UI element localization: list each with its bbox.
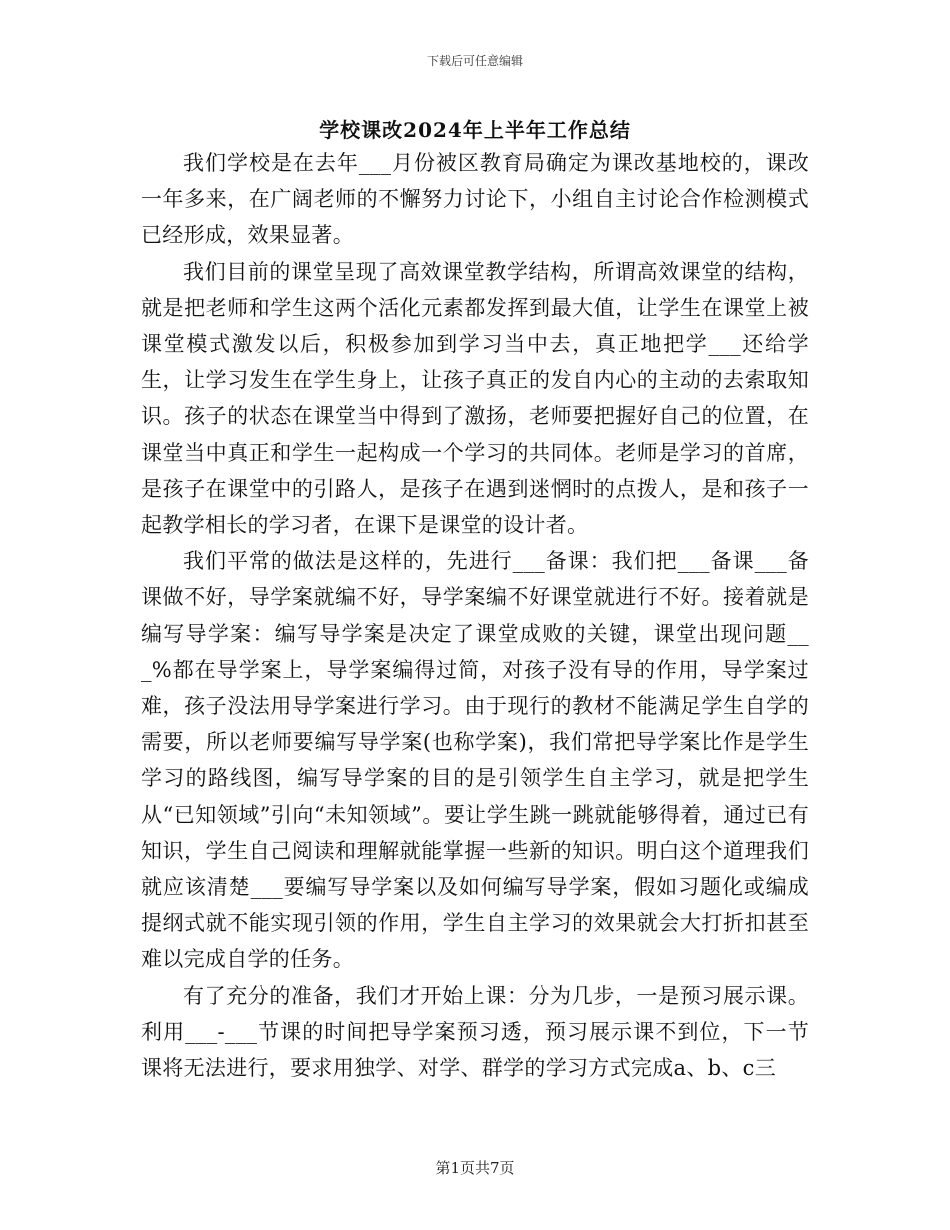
- paragraph-1: 我们学校是在去年___月份被区教育局确定为课改基地校的，课改一年多来，在广阔老师的不懈努力讨论下，小组自主讨论合作检测模式已经形成，效果显著。: [141, 151, 809, 248]
- document-body: [141, 145, 809, 1086]
- paragraph-3: 我们平常的做法是这样的，先进行___备课：我们把___备课___备课做不好，导学案就编不好，导学案编不好课堂就进行不好。接着就是编写导学案：编写导学案是决定了课堂成败的关键，课堂出现问题___%都在导学案上，导学案编得过简，对孩子没有导的作用，导学案过难，孩子没法用导学案进行学习。由于现行的教材不能满足学生自学的需要，所以老师要编写导学案(也称学案)，我们常把导学案比作是学生学习的路线图，编写导学案的目的是引领学生自主学习，就是把学生从“已知领域”引向“未知领域”。要让学生跳一跳就能够得着，通过已有知识，学生自己阅读和理解就能掌握一些新的知识。明白这个道理我们就应该清楚___要编写导学案以及如何编写导学案，假如习题化或编成提纲式就不能实现引领的作用，学生自主学习的效果就会大打折扣甚至难以完成自学的任务。: [141, 549, 809, 972]
- page-header-note: 下载后可任意编辑: [426, 54, 523, 68]
- paragraph-4: 有了充分的准备，我们才开始上课：分为几步，一是预习展示课。利用___-___节课的时间把导学案预习透，预习展示课不到位，下一节课将无法进行，要求用独学、对学、群学的学习方式完成a、b、c三: [141, 983, 809, 1081]
- paragraph-2: 我们目前的课堂呈现了高效课堂教学结构，所谓高效课堂的结构，就是把老师和学生这两个活化元素都发挥到最大值，让学生在课堂上被课堂模式激发以后，积极参加到学习当中去，真正地把学___还给学生，让学习发生在学生身上，让孩子真正的发自内心的主动的去索取知识。孩子的状态在课堂当中得到了激扬，老师要把握好自己的位置，在课堂当中真正和学生一起构成一个学习的共同体。老师是学习的首席，是孩子在课堂中的引路人，是孩子在遇到迷惘时的点拨人，是和孩子一起教学相长的学习者，在课下是课堂的设计者。: [141, 259, 809, 538]
- page-number: 第1页共7页: [435, 1159, 515, 1177]
- document-title: 学校课改2024年上半年工作总结: [319, 118, 631, 142]
